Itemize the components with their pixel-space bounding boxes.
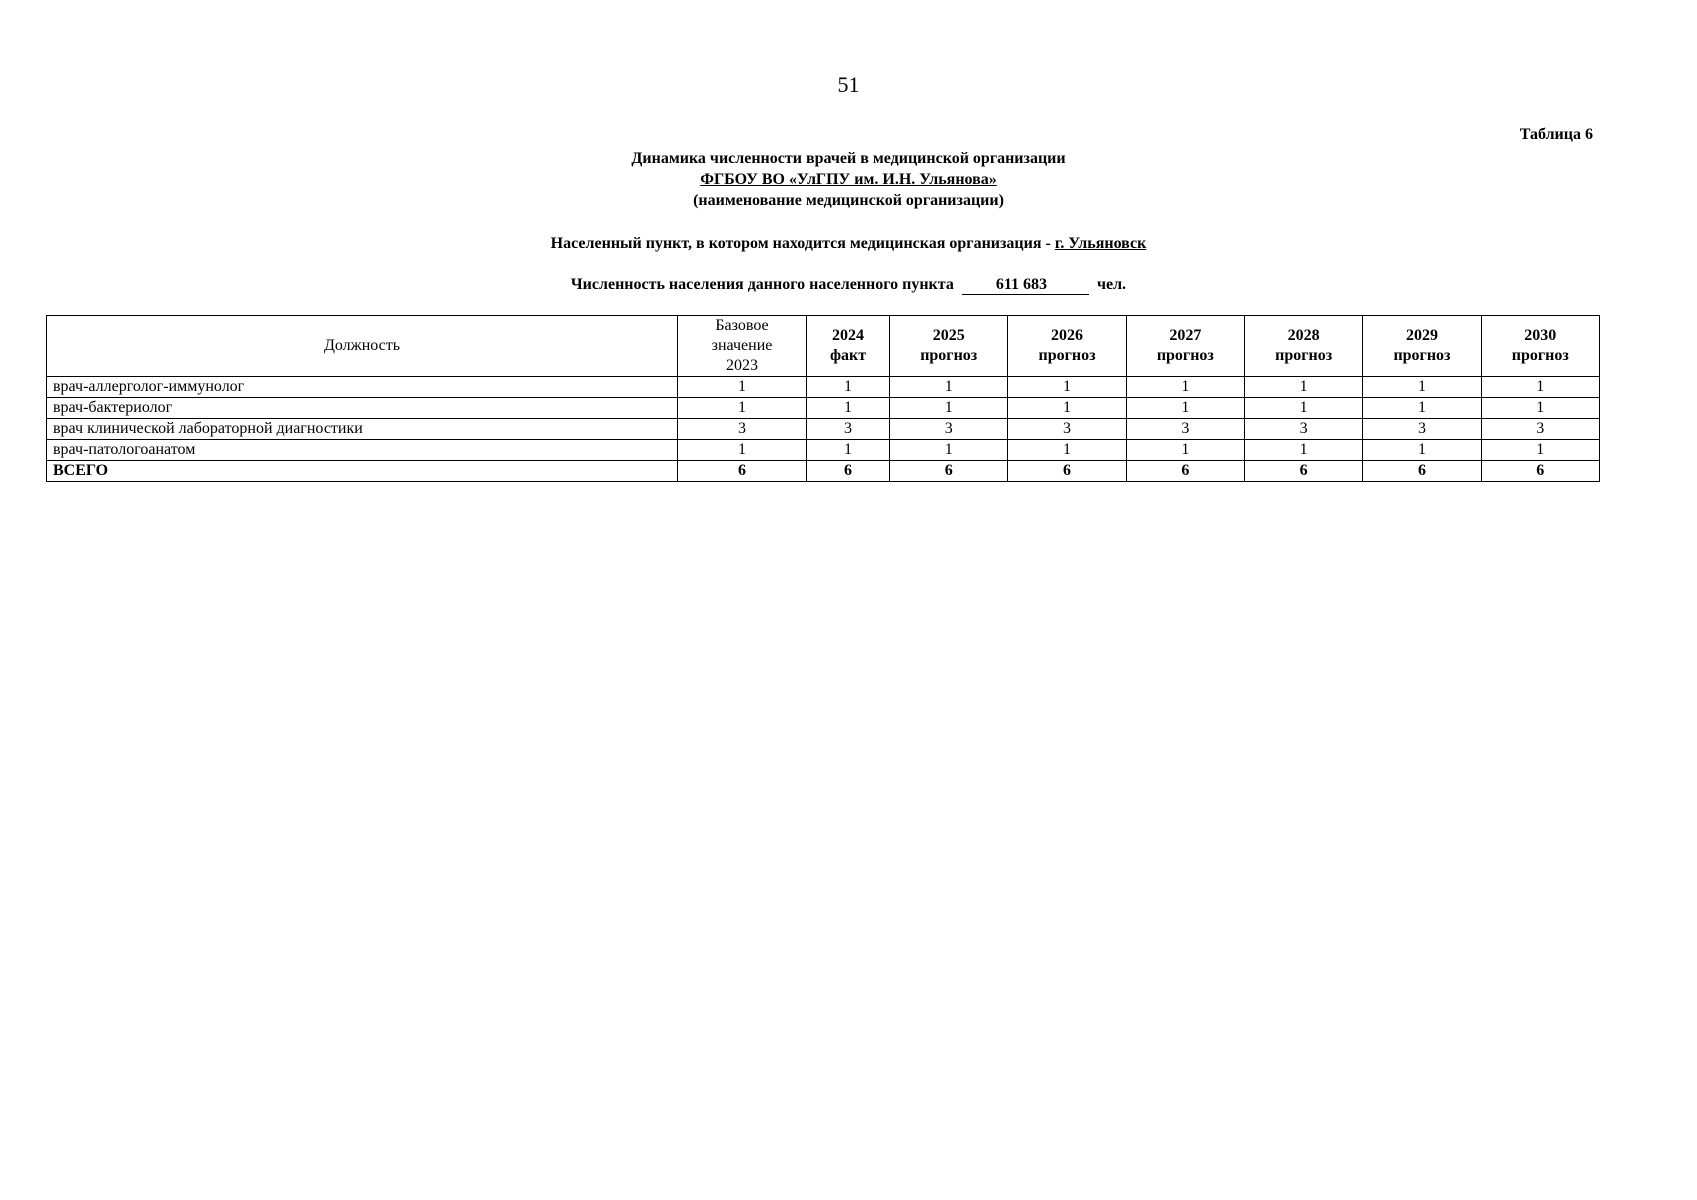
settlement-label: Населенный пункт, в котором находится медицинская организация -: [550, 235, 1051, 252]
year-header-kind: прогноз: [1156, 347, 1214, 364]
value-cell: 1: [1126, 398, 1244, 419]
year-header-2026: [1008, 316, 1126, 377]
year-header-year: 2025: [932, 327, 965, 344]
value-cell: 1: [1244, 377, 1362, 398]
year-header-year: 2029: [1405, 327, 1438, 344]
base-value-header: [678, 316, 807, 377]
total-value-cell: 6: [807, 461, 890, 482]
table-row: [47, 398, 1600, 419]
value-cell: 1: [1363, 398, 1481, 419]
table-row: [47, 440, 1600, 461]
year-header-year: 2026: [1051, 327, 1084, 344]
organization-name: ФГБОУ ВО «УлГПУ им. И.Н. Ульянова»: [700, 171, 997, 188]
value-cell: 3: [1244, 419, 1362, 440]
population-value: 611 683: [962, 276, 1089, 295]
year-header-year: 2024: [832, 327, 865, 344]
value-cell: 1: [1244, 398, 1362, 419]
population-unit: чел.: [1096, 276, 1127, 293]
page-number: 51: [837, 72, 860, 97]
year-header-kind: прогноз: [920, 347, 978, 364]
year-header-2027: [1126, 316, 1244, 377]
total-value-cell: 6: [1363, 461, 1481, 482]
value-cell: 3: [678, 419, 807, 440]
value-cell: 1: [890, 398, 1008, 419]
year-header-2030: [1481, 316, 1599, 377]
value-cell: 3: [1008, 419, 1126, 440]
value-cell: 3: [1481, 419, 1599, 440]
value-cell: 1: [807, 398, 890, 419]
table-header-row: [47, 316, 1600, 377]
year-header-2029: [1363, 316, 1481, 377]
settlement-value: г. Ульяновск: [1054, 235, 1147, 252]
table-title: Динамика численности врачей в медицинской организации: [631, 150, 1066, 167]
year-header-2024: [807, 316, 890, 377]
value-cell: 1: [1244, 440, 1362, 461]
year-header-kind: прогноз: [1511, 347, 1569, 364]
year-header-kind: прогноз: [1275, 347, 1333, 364]
table-row: [47, 419, 1600, 440]
total-value-cell: 6: [1481, 461, 1599, 482]
value-cell: 1: [890, 440, 1008, 461]
total-value-cell: 6: [678, 461, 807, 482]
year-header-2025: [890, 316, 1008, 377]
year-header-year: 2027: [1169, 327, 1202, 344]
organization-caption: (наименование медицинской организации): [693, 192, 1004, 209]
total-row: [47, 461, 1600, 482]
position-cell: врач-бактериолог: [47, 398, 678, 419]
table-label: Таблица 6: [1519, 126, 1593, 143]
value-cell: 1: [1363, 440, 1481, 461]
position-cell: врач клинической лабораторной диагностики: [47, 419, 678, 440]
total-label-cell: ВСЕГО: [47, 461, 678, 482]
value-cell: 1: [1008, 440, 1126, 461]
base-header-line: значение: [711, 337, 773, 354]
value-cell: 3: [807, 419, 890, 440]
value-cell: 3: [890, 419, 1008, 440]
population-label: Численность населения данного населенного пункта: [570, 276, 954, 293]
value-cell: 1: [1008, 377, 1126, 398]
settlement-line: [0, 233, 1697, 254]
base-header-line: Базовое: [715, 317, 769, 334]
total-value-cell: 6: [1008, 461, 1126, 482]
base-header-line: 2023: [726, 357, 758, 374]
value-cell: 1: [678, 377, 807, 398]
value-cell: 1: [1481, 440, 1599, 461]
value-cell: 3: [1126, 419, 1244, 440]
value-cell: 1: [1126, 377, 1244, 398]
value-cell: 1: [1481, 377, 1599, 398]
total-value-cell: 6: [890, 461, 1008, 482]
position-cell: врач-аллерголог-иммунолог: [47, 377, 678, 398]
position-header: Должность: [47, 316, 678, 377]
year-header-kind: прогноз: [1038, 347, 1096, 364]
year-header-year: 2028: [1287, 327, 1320, 344]
total-value-cell: 6: [1126, 461, 1244, 482]
value-cell: 1: [807, 377, 890, 398]
year-header-2028: [1244, 316, 1362, 377]
value-cell: 1: [678, 398, 807, 419]
value-cell: 1: [1008, 398, 1126, 419]
total-value-cell: 6: [1244, 461, 1362, 482]
value-cell: 1: [1481, 398, 1599, 419]
doctors-table: [46, 315, 1600, 482]
population-line: [0, 274, 1697, 295]
value-cell: 1: [1363, 377, 1481, 398]
value-cell: 1: [1126, 440, 1244, 461]
value-cell: 1: [678, 440, 807, 461]
position-cell: врач-патологоанатом: [47, 440, 678, 461]
value-cell: 1: [890, 377, 1008, 398]
table-row: [47, 377, 1600, 398]
value-cell: 1: [807, 440, 890, 461]
value-cell: 3: [1363, 419, 1481, 440]
year-header-kind: прогноз: [1393, 347, 1451, 364]
year-header-kind: факт: [829, 347, 867, 364]
year-header-year: 2030: [1524, 327, 1557, 344]
